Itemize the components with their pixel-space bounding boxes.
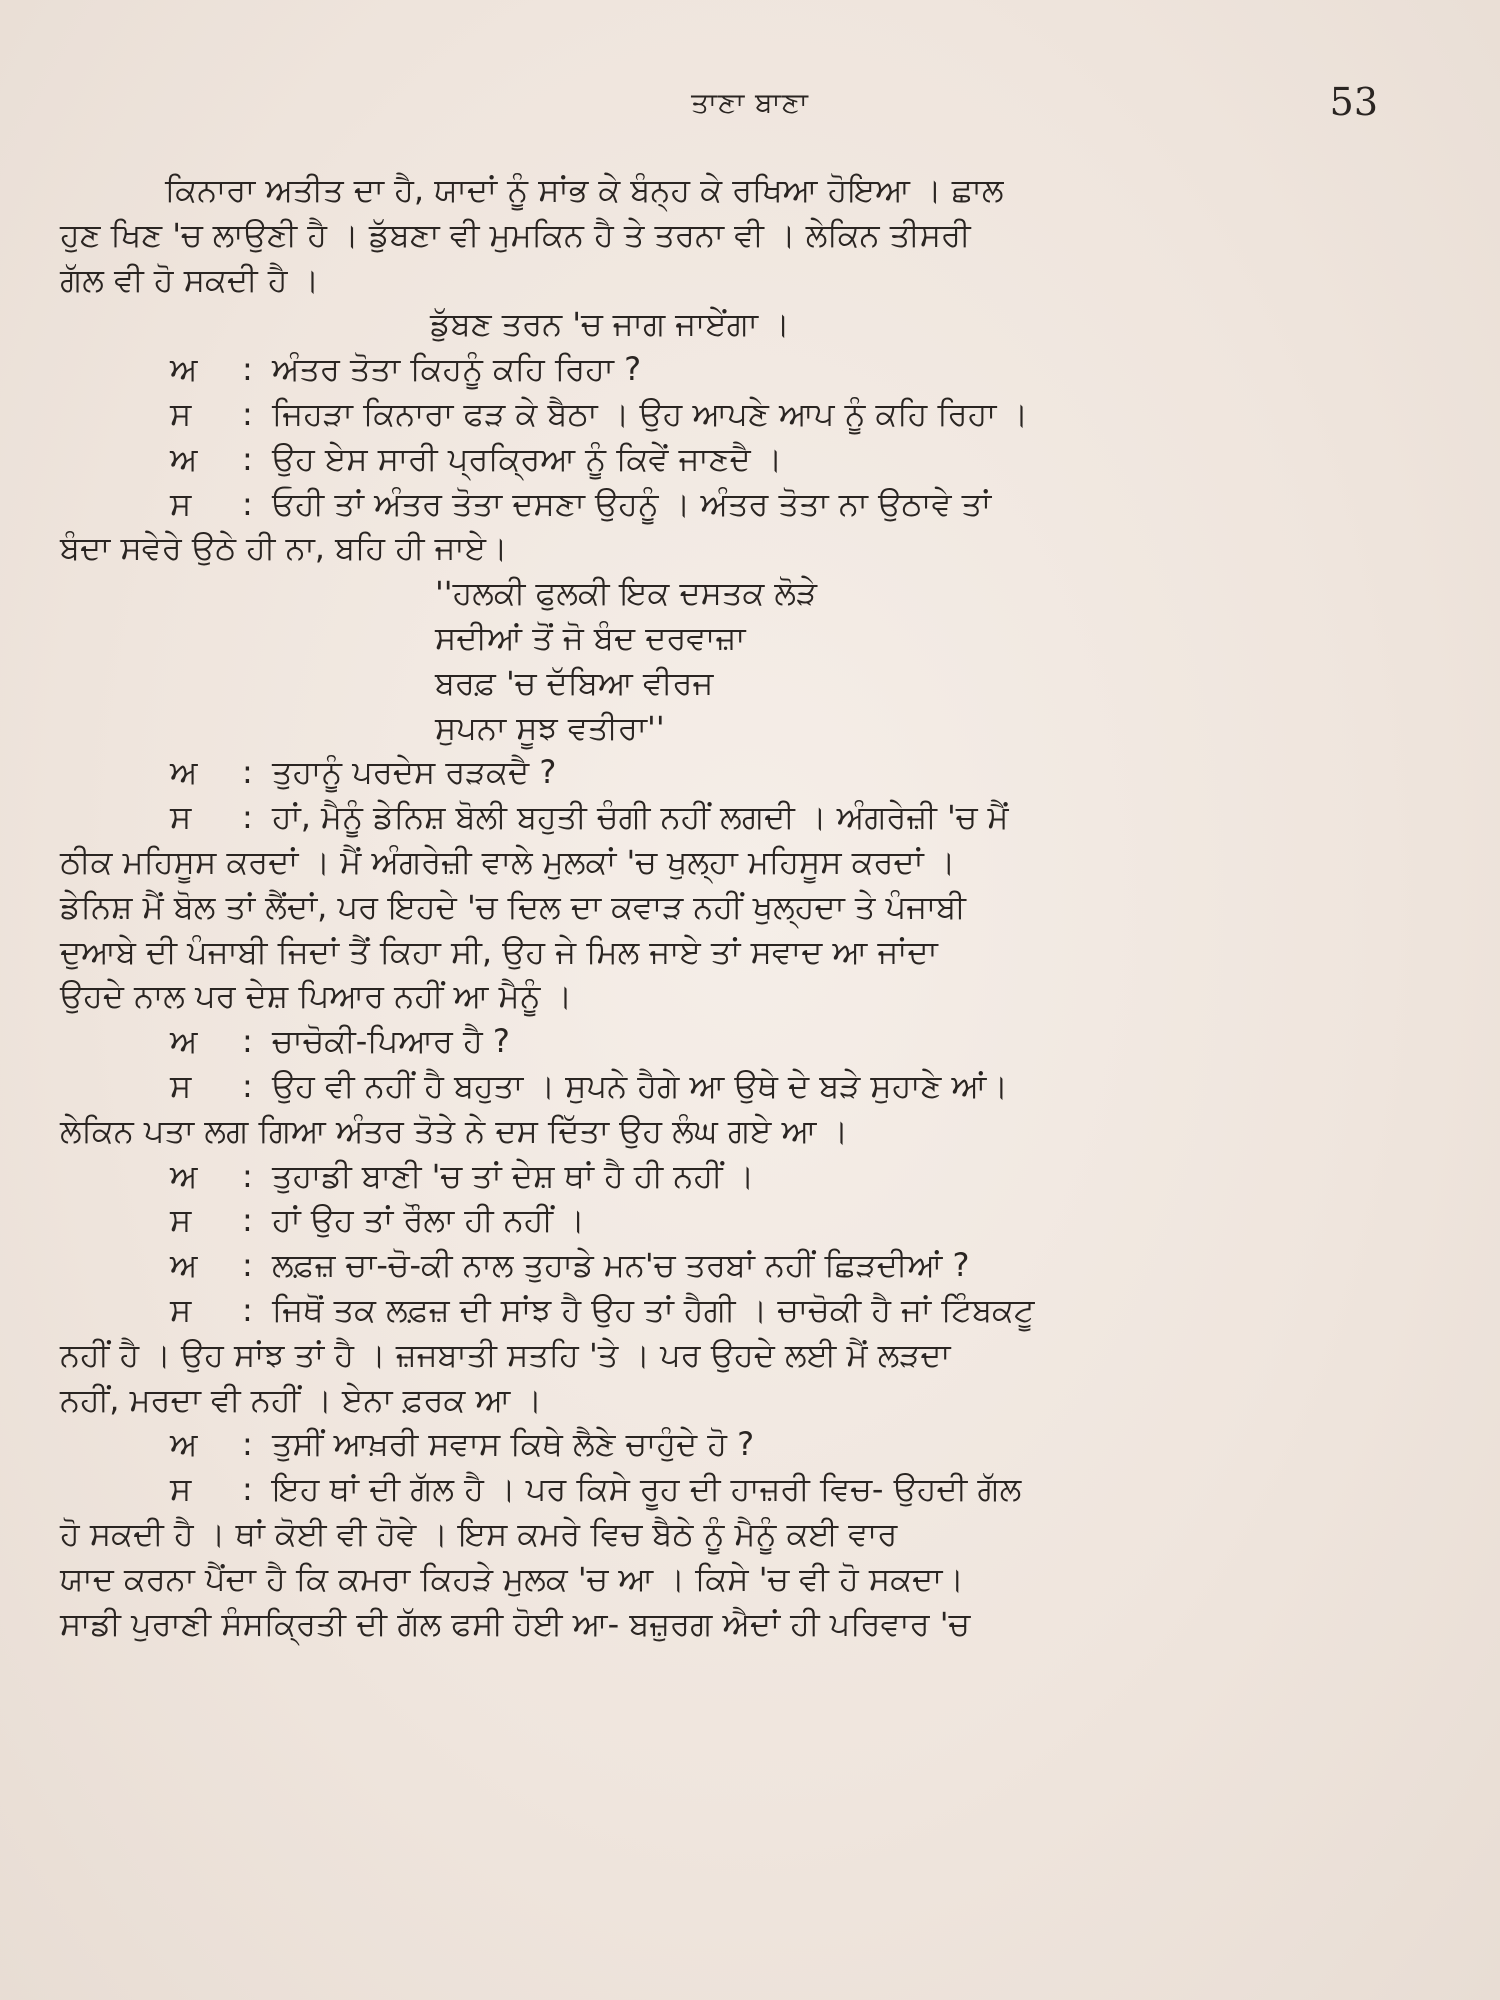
- verse-line: ਸੁਪਨਾ ਸੂਝ ਵਤੀਰਾ'': [435, 708, 665, 747]
- paragraph-line: ਕਿਨਾਰਾ ਅਤੀਤ ਦਾ ਹੈ, ਯਾਦਾਂ ਨੂੰ ਸਾਂਭ ਕੇ ਬੰਨ੍ਹ ਕੇ ਰਖਿਆ ਹੋਇਆ । ਛਾਲ: [165, 171, 1004, 209]
- separator: :: [242, 1066, 253, 1105]
- speaker-label: ਅ: [170, 1156, 198, 1195]
- separator: :: [242, 1290, 253, 1329]
- dialogue-line: [60, 1154, 1386, 1199]
- speaker-label: ਸ: [170, 484, 192, 523]
- dialogue-line: [60, 1243, 1386, 1288]
- page-header: [0, 80, 1500, 130]
- body-text: [60, 168, 1386, 1646]
- paragraph-line: ਯਾਦ ਕਰਨਾ ਪੈਂਦਾ ਹੈ ਕਿ ਕਮਰਾ ਕਿਹੜੇ ਮੁਲਕ 'ਚ ਆ । ਕਿਸੇ 'ਚ ਵੀ ਹੋ ਸਕਦਾ।: [60, 1559, 964, 1598]
- page-number: 53: [1329, 80, 1378, 124]
- dialogue-line: [60, 750, 1386, 795]
- separator: :: [242, 439, 253, 478]
- dialogue-text: ਉਹ ਵੀ ਨਹੀਂ ਹੈ ਬਹੁਤਾ । ਸੁਪਨੇ ਹੈਗੇ ਆ ਉਥੇ ਦੇ ਬੜੇ ਸੁਹਾਣੇ ਆਂ।: [272, 1066, 1009, 1105]
- speaker-label: ਅ: [170, 350, 198, 389]
- verse-line: ਸਦੀਆਂ ਤੋਂ ਜੋ ਬੰਦ ਦਰਵਾਜ਼ਾ: [435, 618, 746, 657]
- separator: :: [242, 350, 253, 389]
- dialogue-text: ਤੁਸੀਂ ਆਖ਼ਰੀ ਸਵਾਸ ਕਿਥੇ ਲੈਣੇ ਚਾਹੁੰਦੇ ਹੋ ?: [272, 1425, 755, 1464]
- paragraph-line: ਲੇਕਿਨ ਪਤਾ ਲਗ ਗਿਆ ਅੰਤਰ ਤੋਤੇ ਨੇ ਦਸ ਦਿੱਤਾ ਉਹ ਲੰਘ ਗਏ ਆ ।: [60, 1111, 849, 1150]
- speaker-label: ਸ: [170, 1470, 192, 1509]
- dialogue-text: ਚਾਚੋਕੀ-ਪਿਆਰ ਹੈ ?: [272, 1022, 510, 1061]
- dialogue-line: [60, 1019, 1386, 1064]
- dialogue-text: ਹਾਂ ਉਹ ਤਾਂ ਰੌਲਾ ਹੀ ਨਹੀਂ ।: [272, 1201, 585, 1240]
- verse-line: ਬਰਫ਼ 'ਚ ਦੱਬਿਆ ਵੀਰਜ: [435, 663, 714, 702]
- dialogue-text: ਲਫ਼ਜ਼ ਚਾ-ਚੋ-ਕੀ ਨਾਲ ਤੁਹਾਡੇ ਮਨ'ਚ ਤਰਬਾਂ ਨਹੀਂ ਛਿੜਦੀਆਂ ?: [272, 1246, 970, 1285]
- speaker-label: ਸ: [170, 1290, 192, 1329]
- paragraph-line: ਦੁਆਬੇ ਦੀ ਪੰਜਾਬੀ ਜਿਦਾਂ ਤੈਂ ਕਿਹਾ ਸੀ, ਉਹ ਜੇ ਮਿਲ ਜਾਏ ਤਾਂ ਸਵਾਦ ਆ ਜਾਂਦਾ: [60, 932, 938, 971]
- paragraph-line: ਨਹੀਂ, ਮਰਦਾ ਵੀ ਨਹੀਂ । ਏਨਾ ਫ਼ਰਕ ਆ ।: [60, 1380, 543, 1419]
- dialogue-line: [60, 392, 1386, 437]
- speaker-label: ਅ: [170, 1246, 198, 1285]
- dialogue-line: [60, 482, 1386, 527]
- paragraph-line: ਬੰਦਾ ਸਵੇਰੇ ਉਠੇ ਹੀ ਨਾ, ਬਹਿ ਹੀ ਜਾਏ।: [60, 529, 508, 568]
- dialogue-line: [60, 1064, 1386, 1109]
- speaker-label: ਅ: [170, 753, 198, 792]
- dialogue-text: ਇਹ ਥਾਂ ਦੀ ਗੱਲ ਹੈ । ਪਰ ਕਿਸੇ ਰੂਹ ਦੀ ਹਾਜ਼ਰੀ ਵਿਚ- ਉਹਦੀ ਗੱਲ: [272, 1470, 1022, 1509]
- dialogue-line: [60, 1288, 1386, 1333]
- separator: :: [242, 1201, 253, 1240]
- speaker-label: ਸ: [170, 798, 192, 837]
- separator: :: [242, 484, 253, 523]
- speaker-label: ਸ: [170, 1201, 192, 1240]
- dialogue-text: ਜਿਹੜਾ ਕਿਨਾਰਾ ਫੜ ਕੇ ਬੈਠਾ । ਉਹ ਆਪਣੇ ਆਪ ਨੂੰ ਕਹਿ ਰਿਹਾ ।: [272, 394, 1029, 433]
- speaker-label: ਅ: [170, 1425, 198, 1464]
- dialogue-line: [60, 437, 1386, 482]
- separator: :: [242, 1246, 253, 1285]
- dialogue-text: ਤੁਹਾਡੀ ਬਾਣੀ 'ਚ ਤਾਂ ਦੇਸ਼ ਥਾਂ ਹੈ ਹੀ ਨਹੀਂ ।: [272, 1156, 755, 1195]
- dialogue-line: [60, 347, 1386, 392]
- separator: :: [242, 1470, 253, 1509]
- speaker-label: ਅ: [170, 439, 198, 478]
- dialogue-text: ਹਾਂ, ਮੈਨੂੰ ਡੇਨਿਸ਼ ਬੋਲੀ ਬਹੁਤੀ ਚੰਗੀ ਨਹੀਂ ਲਗਦੀ । ਅੰਗਰੇਜ਼ੀ 'ਚ ਮੈਂ: [272, 798, 1009, 837]
- speaker-label: ਸ: [170, 394, 192, 433]
- dialogue-text: ਓਹੀ ਤਾਂ ਅੰਤਰ ਤੋਤਾ ਦਸਣਾ ਉਹਨੂੰ । ਅੰਤਰ ਤੋਤਾ ਨਾ ਉਠਾਵੇ ਤਾਂ: [272, 484, 992, 523]
- paragraph-line: ਡੇਨਿਸ਼ ਮੈਂ ਬੋਲ ਤਾਂ ਲੈਂਦਾਂ, ਪਰ ਇਹਦੇ 'ਚ ਦਿਲ ਦਾ ਕਵਾੜ ਨਹੀਂ ਖੁਲ੍ਹਦਾ ਤੇ ਪੰਜਾਬੀ: [60, 887, 966, 926]
- separator: :: [242, 798, 253, 837]
- dialogue-text: ਜਿਥੋਂ ਤਕ ਲਫ਼ਜ਼ ਦੀ ਸਾਂਝ ਹੈ ਉਹ ਤਾਂ ਹੈਗੀ । ਚਾਚੋਕੀ ਹੈ ਜਾਂ ਟਿੰਬਕਟੂ: [272, 1290, 1035, 1329]
- separator: :: [242, 1022, 253, 1061]
- paragraph-line: ਨਹੀਂ ਹੈ । ਉਹ ਸਾਂਝ ਤਾਂ ਹੈ । ਜ਼ਜਬਾਤੀ ਸਤਹਿ 'ਤੇ । ਪਰ ਉਹਦੇ ਲਈ ਮੈਂ ਲੜਦਾ: [60, 1335, 951, 1374]
- separator: :: [242, 753, 253, 792]
- separator: :: [242, 1156, 253, 1195]
- dialogue-text: ਉਹ ਏਸ ਸਾਰੀ ਪ੍ਰਕ੍ਰਿਆ ਨੂੰ ਕਿਵੇਂ ਜਾਣਦੈ ।: [272, 439, 783, 478]
- paragraph-line: ਸਾਡੀ ਪੁਰਾਣੀ ਸੰਸਕ੍ਰਿਤੀ ਦੀ ਗੱਲ ਫਸੀ ਹੋਈ ਆ- ਬਜ਼ੁਰਗ ਐਦਾਂ ਹੀ ਪਰਿਵਾਰ 'ਚ: [60, 1604, 971, 1643]
- paragraph-line: ਉਹਦੇ ਨਾਲ ਪਰ ਦੇਸ਼ ਪਿਆਰ ਨਹੀਂ ਆ ਮੈਨੂੰ ।: [60, 977, 573, 1016]
- separator: :: [242, 394, 253, 433]
- separator: :: [242, 1425, 253, 1464]
- speaker-label: ਸ: [170, 1066, 192, 1105]
- dialogue-line: [60, 1422, 1386, 1467]
- verse-line: ਡੁੱਬਣ ਤਰਨ 'ਚ ਜਾਗ ਜਾਏਂਗਾ ।: [430, 305, 790, 344]
- paragraph-line: ਹੁਣ ਖਿਣ 'ਚ ਲਾਉਣੀ ਹੈ । ਡੁੱਬਣਾ ਵੀ ਮੁਮਕਿਨ ਹੈ ਤੇ ਤਰਨਾ ਵੀ । ਲੇਕਿਨ ਤੀਸਰੀ: [60, 215, 971, 254]
- speaker-label: ਅ: [170, 1022, 198, 1061]
- dialogue-text: ਤੁਹਾਨੂੰ ਪਰਦੇਸ ਰੜਕਦੈ ?: [272, 753, 557, 792]
- dialogue-line: [60, 795, 1386, 840]
- verse-line: ''ਹਲਕੀ ਫੁਲਕੀ ਇਕ ਦਸਤਕ ਲੋੜੇ: [435, 574, 817, 613]
- paragraph-line: ਠੀਕ ਮਹਿਸੂਸ ਕਰਦਾਂ । ਮੈਂ ਅੰਗਰੇਜ਼ੀ ਵਾਲੇ ਮੁਲਕਾਂ 'ਚ ਖੁਲ੍ਹਾ ਮਹਿਸੂਸ ਕਰਦਾਂ ।: [60, 842, 956, 881]
- dialogue-line: [60, 1467, 1386, 1512]
- running-title: ਤਾਣਾ ਬਾਣਾ: [691, 86, 809, 119]
- paragraph-line: ਹੋ ਸਕਦੀ ਹੈ । ਥਾਂ ਕੋਈ ਵੀ ਹੋਵੇ । ਇਸ ਕਮਰੇ ਵਿਚ ਬੈਠੇ ਨੂੰ ਮੈਨੂੰ ਕਈ ਵਾਰ: [60, 1514, 898, 1553]
- dialogue-line: [60, 1198, 1386, 1243]
- paragraph-line: ਗੱਲ ਵੀ ਹੋ ਸਕਦੀ ਹੈ ।: [60, 260, 320, 299]
- dialogue-text: ਅੰਤਰ ਤੋਤਾ ਕਿਹਨੂੰ ਕਹਿ ਰਿਹਾ ?: [272, 350, 642, 389]
